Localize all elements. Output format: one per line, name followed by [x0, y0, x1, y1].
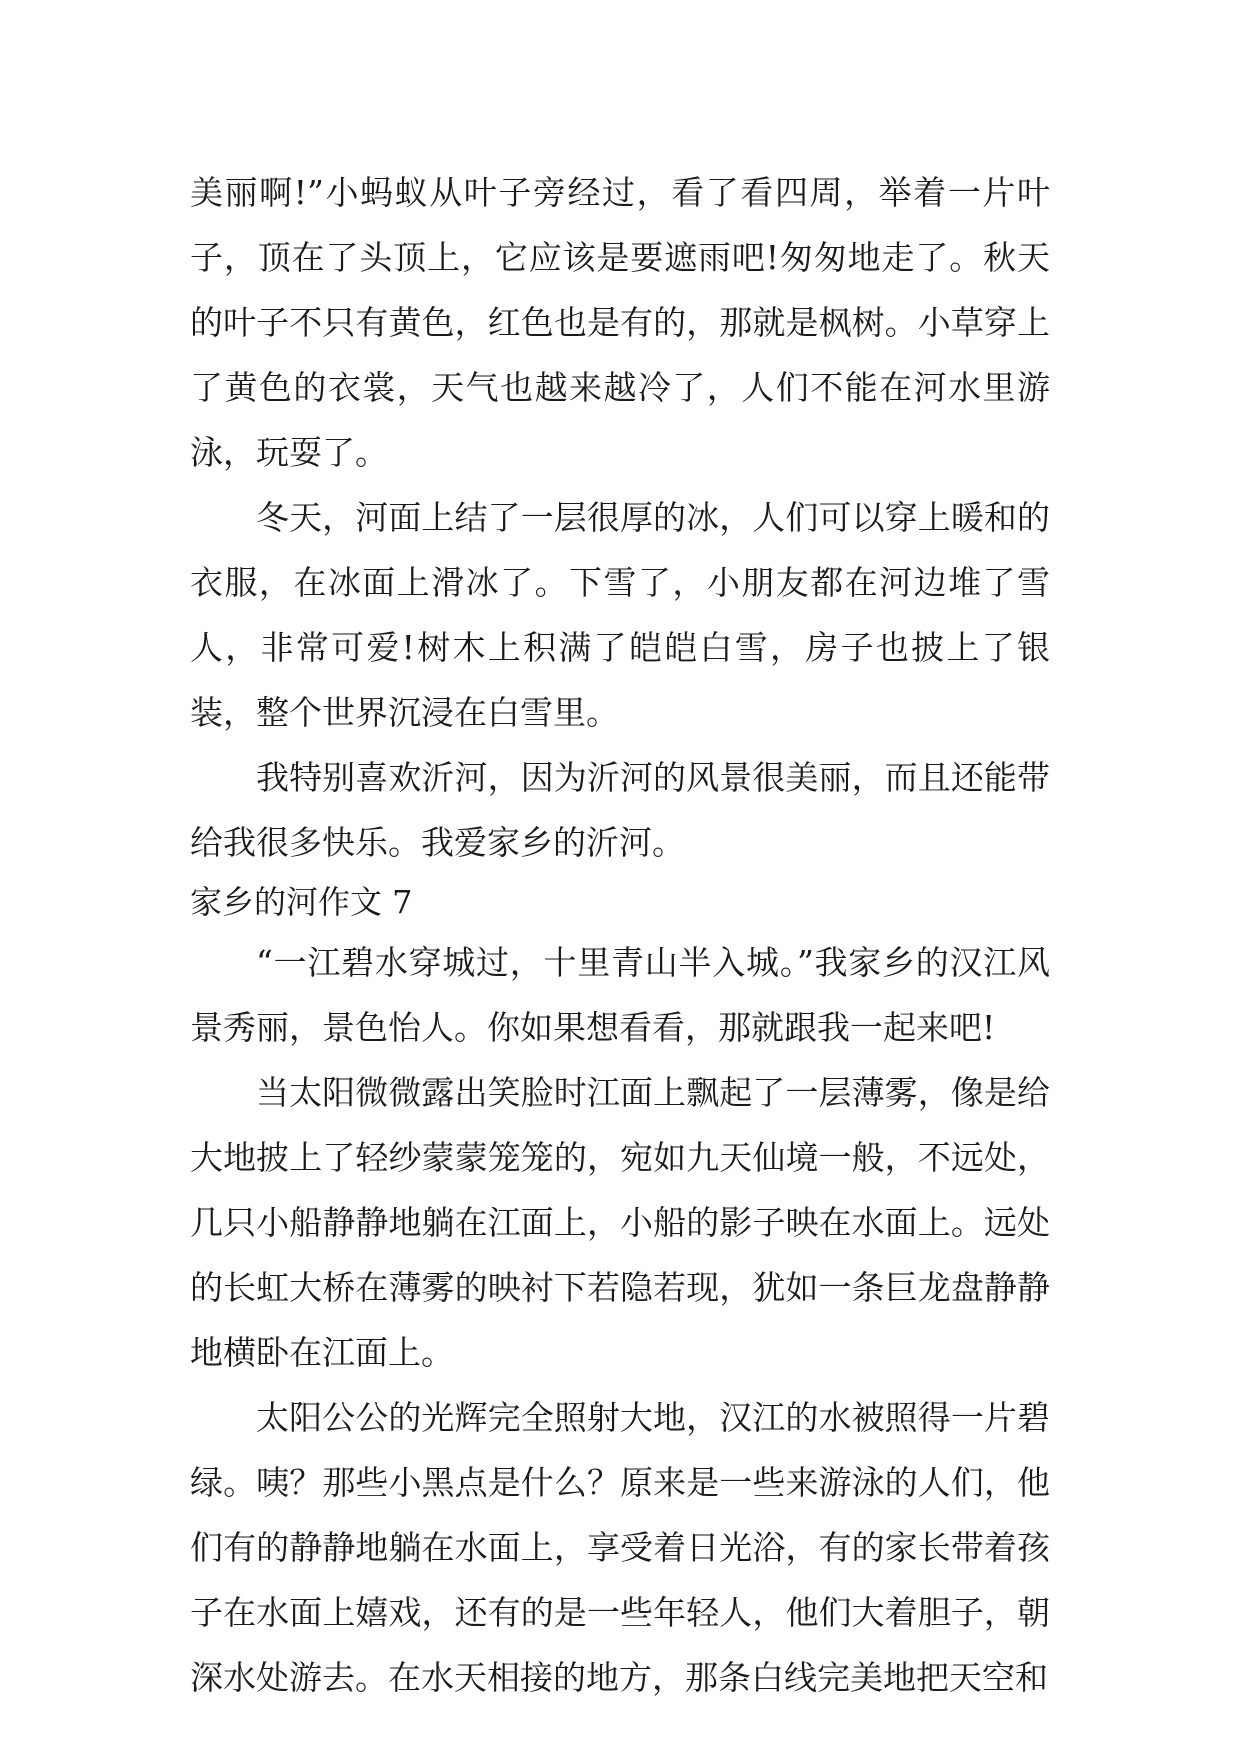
- paragraph-noon: 太阳公公的光辉完全照射大地，汉江的水被照得一片碧绿。咦？那些小黑点是什么？原来是一些来游泳的人们，他们有的静静地躺在水面上，享受着日光浴，有的家长带着孩子在水面上嬉戏，还有的是一些年轻人，他们大着胆子，朝深水处游去。在水天相接的地方，那条白线完美地把天空和: [190, 1398, 1050, 1697]
- document-page: [190, 160, 1050, 1710]
- paragraph-morning: 当太阳微微露出笑脸时江面上飘起了一层薄雾，像是给大地披上了轻纱蒙蒙笼笼的，宛如九天仙境一般，不远处，几只小船静静地躺在江面上，小船的影子映在水面上。远处的长虹大桥在薄雾的映衬下若隐若现，犹如一条巨龙盘静静地横卧在江面上。: [190, 1073, 1050, 1372]
- paragraph-winter: 冬天，河面上结了一层很厚的冰，人们可以穿上暖和的衣服，在冰面上滑冰了。下雪了，小朋友都在河边堆了雪人，非常可爱!树木上积满了皑皑白雪，房子也披上了银装，整个世界沉浸在白雪里。: [190, 498, 1050, 732]
- essay-heading: 家乡的河作文 7: [190, 883, 413, 921]
- paragraph-intro: “一江碧水穿城过，十里青山半入城。”我家乡的汉江风景秀丽，景色怡人。你如果想看看，那就跟我一起来吧!: [190, 943, 1050, 1047]
- paragraph-autumn: 美丽啊!”小蚂蚁从叶子旁经过，看了看四周，举着一片叶子，顶在了头顶上，它应该是要遮雨吧!匆匆地走了。秋天的叶子不只有黄色，红色也是有的，那就是枫树。小草穿上了黄色的衣裳，天气也越来越冷了，人们不能在河水里游泳，玩耍了。: [190, 173, 1050, 472]
- paragraph-conclusion: 我特别喜欢沂河，因为沂河的风景很美丽，而且还能带给我很多快乐。我爱家乡的沂河。: [190, 758, 1050, 862]
